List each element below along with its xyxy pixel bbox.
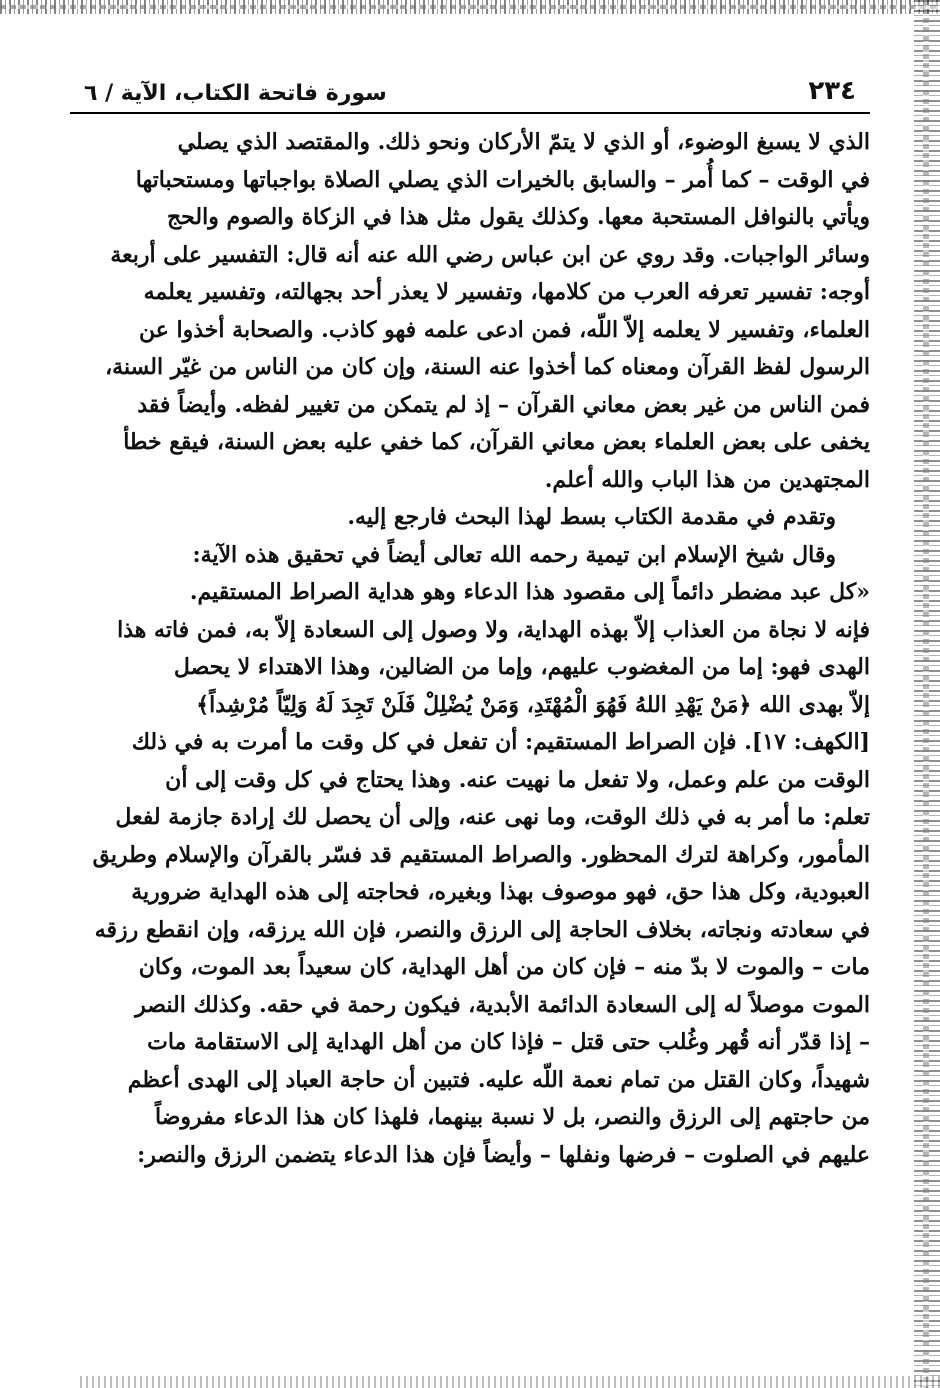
text-line: وقال شيخ الإسلام ابن تيمية رحمه الله تعالى أيضاً في تحقيق هذه الآية:: [192, 541, 836, 568]
page-header: [70, 60, 870, 114]
paragraph-reference: [70, 499, 870, 537]
text-line: المأمور، وكراهة لترك المحظور. والصراط المستقيم قد فسّر بالقرآن والإسلام وطريق: [92, 841, 870, 868]
text-line: يخفى على بعض العلماء بعض معاني القرآن، كما خفي عليه بعض السنة، فيقع خطأ: [123, 429, 870, 455]
text-line: الموت موصلاً له إلى السعادة الدائمة الأبدية، فيكون رحمة في حقه. وكذلك النصر: [135, 991, 870, 1018]
paragraph-quotation: [70, 574, 870, 1174]
text-line: أوجه: تفسير تعرفه العرب من كلامها، وتفسير لا يعذر أحد بجهالته، وتفسير يعلمه: [143, 279, 870, 305]
text-line: فمن الناس من غير بعض معاني القرآن – إذ لم يتمكن من تغيير لفظه. وأيضاً فقد: [137, 391, 870, 418]
page-body: [70, 124, 870, 1174]
text-line: تعلم: ما أمر به في ذلك الوقت، وما نهى عنه، وإلى أن يحصل لك إرادة جازمة لفعل: [115, 804, 870, 830]
text-line: عليهم في الصلوت – فرضها ونفلها – وأيضاً فإن هذا الدعاء يتضمن الرزق والنصر:: [137, 1141, 870, 1168]
text-line: وسائر الواجبات. وقد روي عن ابن عباس رضي الله عنه أنه قال: التفسير على أربعة: [110, 241, 870, 268]
text-line: من حاجتهم إلى الرزق والنصر، بل لا نسبة بينهما، فلهذا كان هذا الدعاء مفروضاً: [155, 1104, 870, 1130]
paragraph-tafsir-categories: [70, 124, 870, 499]
right-ornament-border: [914, 0, 940, 1388]
text-line: العلماء، وتفسير لا يعلمه إلاّ اللّه، فمن ادعى علمه فهو كاذب. والصحابة أخذوا عن: [138, 316, 870, 343]
text-line: [الكهف: ١٧]. فإن الصراط المستقيم: أن تفعل في كل وقت ما أمرت به في ذلك: [131, 729, 870, 755]
text-line: «كل عبد مضطر دائماً إلى مقصود هذا الدعاء وهو هداية الصراط المستقيم.: [189, 579, 870, 605]
bottom-ornament-border: [80, 1376, 940, 1388]
quran-verse-line: إلاّ بهدى الله ﴿مَنْ يَهْدِ اللهُ فَهُوَ الْمُهْتَدِ، وَمَنْ يُضْلِلْ فَلَنْ تَجِدَ لَهُ وَلِيّاً مُرْشِداً﴾: [196, 691, 870, 718]
text-line: – إذا قدّر أنه قُهر وغُلب حتى قتل – فإذا كان من أهل الهداية إلى الاستقامة مات: [147, 1029, 870, 1055]
text-line: المجتهدين من هذا الباب والله أعلم.: [544, 466, 870, 493]
text-line: ويأتي بالنوافل المستحبة معها. وكذلك يقول مثل هذا في الزكاة والصوم والحج: [166, 204, 870, 230]
text-line: في سعادته ونجاته، بخلاف الحاجة إلى الرزق والنصر، فإن الله يرزقه، وإن انقطع رزقه: [94, 916, 870, 943]
text-line: العبودية، وكل هذا حق، فهو موصوف بهذا وبغيره، فحاجته إلى هذه الهداية ضرورية: [131, 879, 870, 905]
text-line: في الوقت – كما أُمر – والسابق بالخيرات الذي يصلي الصلاة بواجباتها ومستحباتها: [135, 166, 870, 193]
text-line: فإنه لا نجاة من العذاب إلاّ بهذه الهداية، ولا وصول إلى السعادة إلاّ به، فمن فاته هذا: [117, 616, 870, 643]
text-line: الوقت من علم وعمل، ولا تفعل ما نهيت عنه. وهذا يحتاج في كل وقت إلى أن: [165, 766, 870, 793]
paragraph-ibn-taymiyya-intro: [70, 537, 870, 575]
text-line: الهدى فهو: إما من المغضوب عليهم، وإما من الضالين، وهذا الاهتداء لا يحصل: [173, 654, 870, 680]
text-line: وتقدم في مقدمة الكتاب بسط لهذا البحث فارجع إليه.: [347, 504, 836, 530]
text-line: الذي لا يسبغ الوضوء، أو الذي لا يتمّ الأركان ونحو ذلك. والمقتصد الذي يصلي: [177, 129, 870, 155]
text-line: الرسول لفظ القرآن ومعناه كما أخذوا عنه السنة، وإن كان من الناس من غيّر السنة،: [105, 354, 870, 380]
text-line: مات – والموت لا بدّ منه – فإن كان من أهل الهداية، كان سعيداً بعد الموت، وكان: [138, 954, 870, 980]
text-line: شهيداً، وكان القتل من تمام نعمة اللّه عليه. فتبين أن حاجة العباد إلى الهدى أعظم: [127, 1066, 870, 1093]
book-page: [70, 60, 870, 1174]
page-number: ٢٣٤: [808, 76, 856, 106]
running-title: سورة فاتحة الكتاب، الآية / ٦: [84, 81, 387, 106]
top-ornament-border: [0, 0, 940, 14]
